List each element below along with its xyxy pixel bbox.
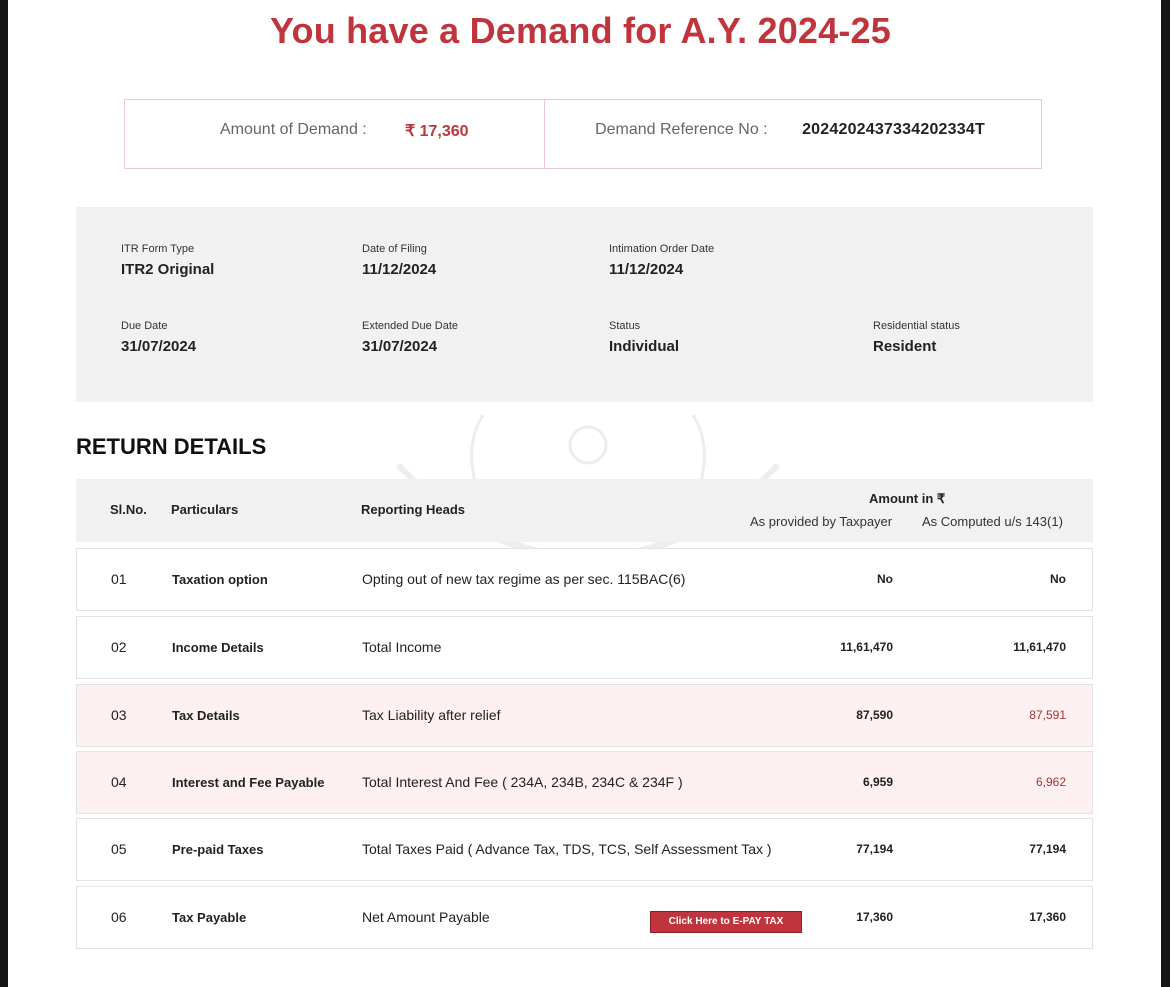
intimation-order-date-value: 11/12/2024: [609, 261, 684, 278]
row-sl-no: 06: [111, 909, 127, 925]
row-provided-amount: 11,61,470: [840, 640, 893, 654]
row-computed-amount: 6,962: [1035, 775, 1066, 789]
row-provided-amount: 6,959: [862, 775, 893, 789]
row-sl-no: 04: [111, 774, 127, 790]
amount-in-header: Amount in ₹: [869, 491, 946, 506]
row-reporting-head: Net Amount Payable: [362, 909, 490, 925]
row-computed-amount: No: [1050, 572, 1066, 586]
intimation-order-date: [609, 243, 714, 278]
residential-status: [873, 320, 960, 355]
table-row: [76, 616, 1093, 679]
sl-no-header: Sl.No.: [110, 502, 147, 517]
particulars-header: Particulars: [171, 502, 239, 517]
due-date-value: 31/07/2024: [121, 338, 197, 355]
row-particulars: Income Details: [172, 640, 264, 655]
demand-reference-label: Demand Reference No :: [595, 121, 768, 138]
itr-form-type-label: ITR Form Type: [121, 243, 195, 255]
extended-due-date-label: Extended Due Date: [362, 320, 459, 332]
row-sl-no: 05: [111, 841, 127, 857]
extended-due-date-value: 31/07/2024: [362, 338, 438, 355]
row-sl-no: 01: [111, 571, 127, 587]
row-provided-amount: 77,194: [856, 842, 893, 856]
row-provided-amount: No: [877, 572, 893, 586]
row-reporting-head: Total Income: [362, 639, 442, 655]
itr-form-type: [121, 243, 214, 278]
as-computed-header: As Computed u/s 143(1): [922, 514, 1063, 529]
intimation-order-date-label: Intimation Order Date: [609, 243, 715, 255]
amount-of-demand-value: ₹ 17,360: [405, 123, 469, 140]
amount-of-demand-section: [125, 100, 544, 168]
demand-reference-section: [544, 100, 1041, 168]
row-reporting-head: Total Interest And Fee ( 234A, 234B, 234C & 234F ): [362, 774, 683, 790]
residential-status-value: Resident: [873, 338, 937, 355]
row-computed-amount: 11,61,470: [1013, 640, 1066, 654]
itr-form-type-value: ITR2 Original: [121, 261, 215, 278]
demand-reference-value: 2024202437334202334T: [802, 121, 985, 138]
table-row: [76, 548, 1093, 611]
as-provided-header: As provided by Taxpayer: [750, 514, 893, 529]
page-content: [8, 0, 1161, 987]
due-date: [121, 320, 196, 355]
row-computed-amount: 77,194: [1029, 842, 1066, 856]
status-value: Individual: [609, 338, 680, 355]
row-computed-amount: 87,591: [1029, 708, 1066, 722]
status-label: Status: [609, 320, 641, 332]
row-reporting-head: Opting out of new tax regime as per sec. 115BAC(6): [362, 571, 686, 587]
row-provided-amount: 87,590: [856, 708, 893, 722]
row-computed-amount: 17,360: [1029, 910, 1066, 924]
table-row: [76, 886, 1093, 949]
row-particulars: Tax Details: [172, 708, 240, 723]
demand-notice-page: [8, 0, 1161, 987]
date-of-filing-label: Date of Filing: [362, 243, 427, 255]
amount-of-demand-label: Amount of Demand :: [220, 121, 367, 138]
date-of-filing-value: 11/12/2024: [362, 261, 437, 278]
return-info-panel: [76, 207, 1093, 402]
row-particulars: Taxation option: [172, 572, 268, 587]
demand-summary-box: [124, 99, 1042, 169]
reporting-heads-header: Reporting Heads: [361, 502, 466, 517]
row-sl-no: 02: [111, 639, 127, 655]
table-row: [76, 684, 1093, 747]
residential-status-label: Residential status: [873, 320, 960, 332]
date-of-filing: [362, 243, 436, 278]
e-pay-tax-button[interactable]: Click Here to E-PAY TAX: [650, 911, 802, 933]
due-date-label: Due Date: [121, 320, 168, 332]
extended-due-date: [362, 320, 458, 355]
table-row: [76, 818, 1093, 881]
status: [609, 320, 679, 355]
row-particulars: Pre-paid Taxes: [172, 842, 264, 857]
row-reporting-head: Tax Liability after relief: [362, 707, 501, 723]
row-reporting-head: Total Taxes Paid ( Advance Tax, TDS, TCS, Self Assessment Tax ): [362, 841, 772, 857]
row-provided-amount: 17,360: [856, 910, 893, 924]
table-row: [76, 751, 1093, 814]
page-title: You have a Demand for A.Y. 2024-25: [269, 10, 892, 51]
row-particulars: Tax Payable: [172, 910, 247, 925]
return-details-title: RETURN DETAILS: [76, 434, 267, 459]
row-particulars: Interest and Fee Payable: [172, 775, 325, 790]
row-sl-no: 03: [111, 707, 127, 723]
return-details-table-header: [76, 479, 1093, 542]
